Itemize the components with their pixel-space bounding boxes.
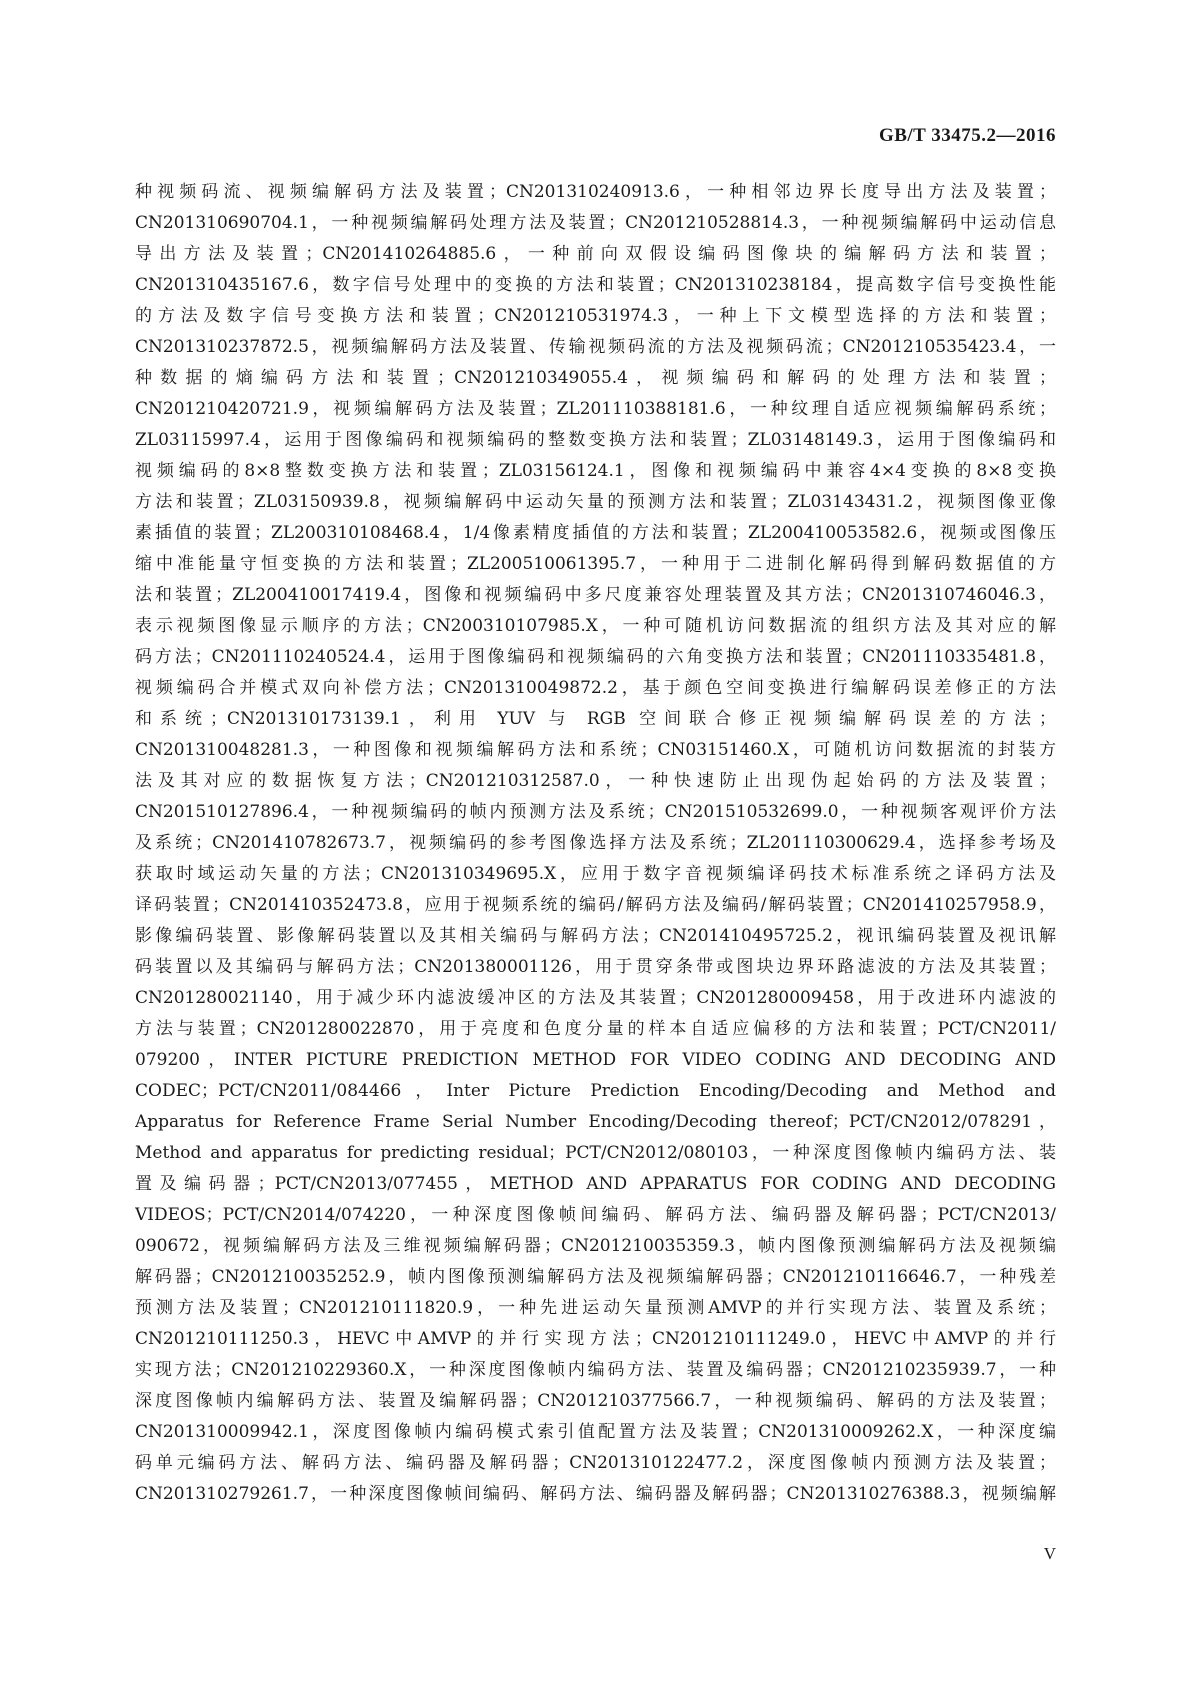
text-line: 视频编码合并模式双向补偿方法；CN201310049872.2，基于颜色空间变换进行编解码误差修正的方法 xyxy=(135,678,1056,698)
page-number: V xyxy=(1043,1544,1056,1563)
text-line: ZL03115997.4，运用于图像编码和视频编码的整数变换方法和装置；ZL03148149.3，运用于图像编码和 xyxy=(135,430,1056,450)
text-line: 码单元编码方法、解码方法、编码器及解码器；CN201310122477.2，深度图像帧内预测方法及装置； xyxy=(135,1453,1056,1473)
text-line: CN201310435167.6，数字信号处理中的变换的方法和装置；CN201310238184，提高数字信号变换性能 xyxy=(135,275,1056,295)
text-line: CN201310048281.3，一种图像和视频编解码方法和系统；CN03151460.X，可随机访问数据流的封装方 xyxy=(135,740,1056,760)
text-line: 实现方法；CN201210229360.X，一种深度图像帧内编码方法、装置及编码器；CN201210235939.7，一种 xyxy=(135,1360,1056,1380)
text-line: 深度图像帧内编解码方法、装置及编解码器；CN201210377566.7，一种视频编码、解码的方法及装置； xyxy=(135,1391,1056,1411)
text-line: 的方法及数字信号变换方法和装置；CN201210531974.3，一种上下文模型选择的方法和装置； xyxy=(135,306,1056,326)
text-line: 预测方法及装置；CN201210111820.9，一种先进运动矢量预测AMVP的并行实现方法、装置及系统； xyxy=(135,1298,1056,1318)
text-line: 法和装置；ZL200410017419.4，图像和视频编码中多尺度兼容处理装置及其方法；CN201310746046.3， xyxy=(135,585,1056,605)
text-line: 079200，INTER PICTURE PREDICTION METHOD FOR VIDEO CODING AND DECODING AND xyxy=(135,1050,1056,1070)
text-line: 获取时域运动矢量的方法；CN201310349695.X，应用于数字音视频编译码技术标准系统之译码方法及 xyxy=(135,864,1056,884)
text-line: 码方法；CN201110240524.4，运用于图像编码和视频编码的六角变换方法和装置；CN201110335481.8， xyxy=(135,647,1056,667)
text-line: 视频编码的8×8整数变换方法和装置；ZL03156124.1，图像和视频编码中兼容4×4变换的8×8变换 xyxy=(135,461,1056,481)
text-line: 及系统；CN201410782673.7，视频编码的参考图像选择方法及系统；ZL201110300629.4，选择参考场及 xyxy=(135,833,1056,853)
text-line: 码装置以及其编码与解码方法；CN201380001126，用于贯穿条带或图块边界环路滤波的方法及其装置； xyxy=(135,957,1056,977)
text-line: 素插值的装置；ZL200310108468.4，1/4像素精度插值的方法和装置；ZL200410053582.6，视频或图像压 xyxy=(135,523,1056,543)
text-line: CODEC；PCT/CN2011/084466，Inter Picture Prediction Encoding/Decoding and Method and xyxy=(135,1081,1056,1101)
text-line: 导出方法及装置；CN201410264885.6，一种前向双假设编码图像块的编解码方法和装置； xyxy=(135,244,1056,264)
text-line: 译码装置；CN201410352473.8，应用于视频系统的编码/解码方法及编码/解码装置；CN201410257958.9， xyxy=(135,895,1056,915)
text-line: 置及编码器；PCT/CN2013/077455，METHOD AND APPARATUS FOR CODING AND DECODING xyxy=(135,1174,1056,1194)
text-line: 缩中准能量守恒变换的方法和装置；ZL200510061395.7，一种用于二进制化解码得到解码数据值的方 xyxy=(135,554,1056,574)
text-line: CN201280021140，用于减少环内滤波缓冲区的方法及其装置；CN201280009458，用于改进环内滤波的 xyxy=(135,988,1056,1008)
text-line: Apparatus for Reference Frame Serial Number Encoding/Decoding thereof；PCT/CN2012/078291， xyxy=(135,1112,1056,1132)
text-line: 解码器；CN201210035252.9，帧内图像预测编解码方法及视频编解码器；CN201210116646.7，一种残差 xyxy=(135,1267,1056,1287)
text-line: CN201210420721.9，视频编解码方法及装置；ZL201110388181.6，一种纹理自适应视频编解码系统； xyxy=(135,399,1056,419)
standard-code-header: GB/T 33475.2—2016 xyxy=(878,125,1056,146)
text-line: CN201310009942.1，深度图像帧内编码模式索引值配置方法及装置；CN201310009262.X，一种深度编 xyxy=(135,1422,1056,1442)
text-line: 方法和装置；ZL03150939.8，视频编解码中运动矢量的预测方法和装置；ZL03143431.2，视频图像亚像 xyxy=(135,492,1056,512)
text-line: CN201210111250.3，HEVC中AMVP的并行实现方法；CN201210111249.0，HEVC中AMVP的并行 xyxy=(135,1329,1056,1349)
text-line: Method and apparatus for predicting residual；PCT/CN2012/080103，一种深度图像帧内编码方法、装 xyxy=(135,1143,1056,1163)
text-line: 种视频码流、视频编解码方法及装置；CN201310240913.6，一种相邻边界长度导出方法及装置； xyxy=(135,182,1056,202)
text-line: 种数据的熵编码方法和装置；CN201210349055.4，视频编码和解码的处理方法和装置； xyxy=(135,368,1056,388)
body-paragraph xyxy=(135,177,1056,1510)
text-line: 090672，视频编解码方法及三维视频编解码器；CN201210035359.3，帧内图像预测编解码方法及视频编 xyxy=(135,1236,1056,1256)
text-line: VIDEOS；PCT/CN2014/074220，一种深度图像帧间编码、解码方法、编码器及解码器；PCT/CN2013/ xyxy=(135,1205,1056,1225)
text-line: CN201510127896.4，一种视频编码的帧内预测方法及系统；CN201510532699.0，一种视频客观评价方法 xyxy=(135,802,1056,822)
text-line: CN201310279261.7，一种深度图像帧间编码、解码方法、编码器及解码器；CN201310276388.3，视频编解 xyxy=(135,1484,1056,1504)
text-line: 和系统；CN201310173139.1，利用 YUV 与 RGB 空间联合修正视频编解码误差的方法； xyxy=(135,709,1056,729)
text-line: 法及其对应的数据恢复方法；CN201210312587.0，一种快速防止出现伪起始码的方法及装置； xyxy=(135,771,1056,791)
text-line: 表示视频图像显示顺序的方法；CN200310107985.X，一种可随机访问数据流的组织方法及其对应的解 xyxy=(135,616,1056,636)
text-line: 方法与装置；CN201280022870，用于亮度和色度分量的样本自适应偏移的方法和装置；PCT/CN2011/ xyxy=(135,1019,1056,1039)
text-line: 影像编码装置、影像解码装置以及其相关编码与解码方法；CN201410495725.2，视讯编码装置及视讯解 xyxy=(135,926,1056,946)
text-line: CN201310237872.5，视频编解码方法及装置、传输视频码流的方法及视频码流；CN201210535423.4，一 xyxy=(135,337,1056,357)
text-line: CN201310690704.1，一种视频编解码处理方法及装置；CN201210528814.3，一种视频编解码中运动信息 xyxy=(135,213,1056,233)
